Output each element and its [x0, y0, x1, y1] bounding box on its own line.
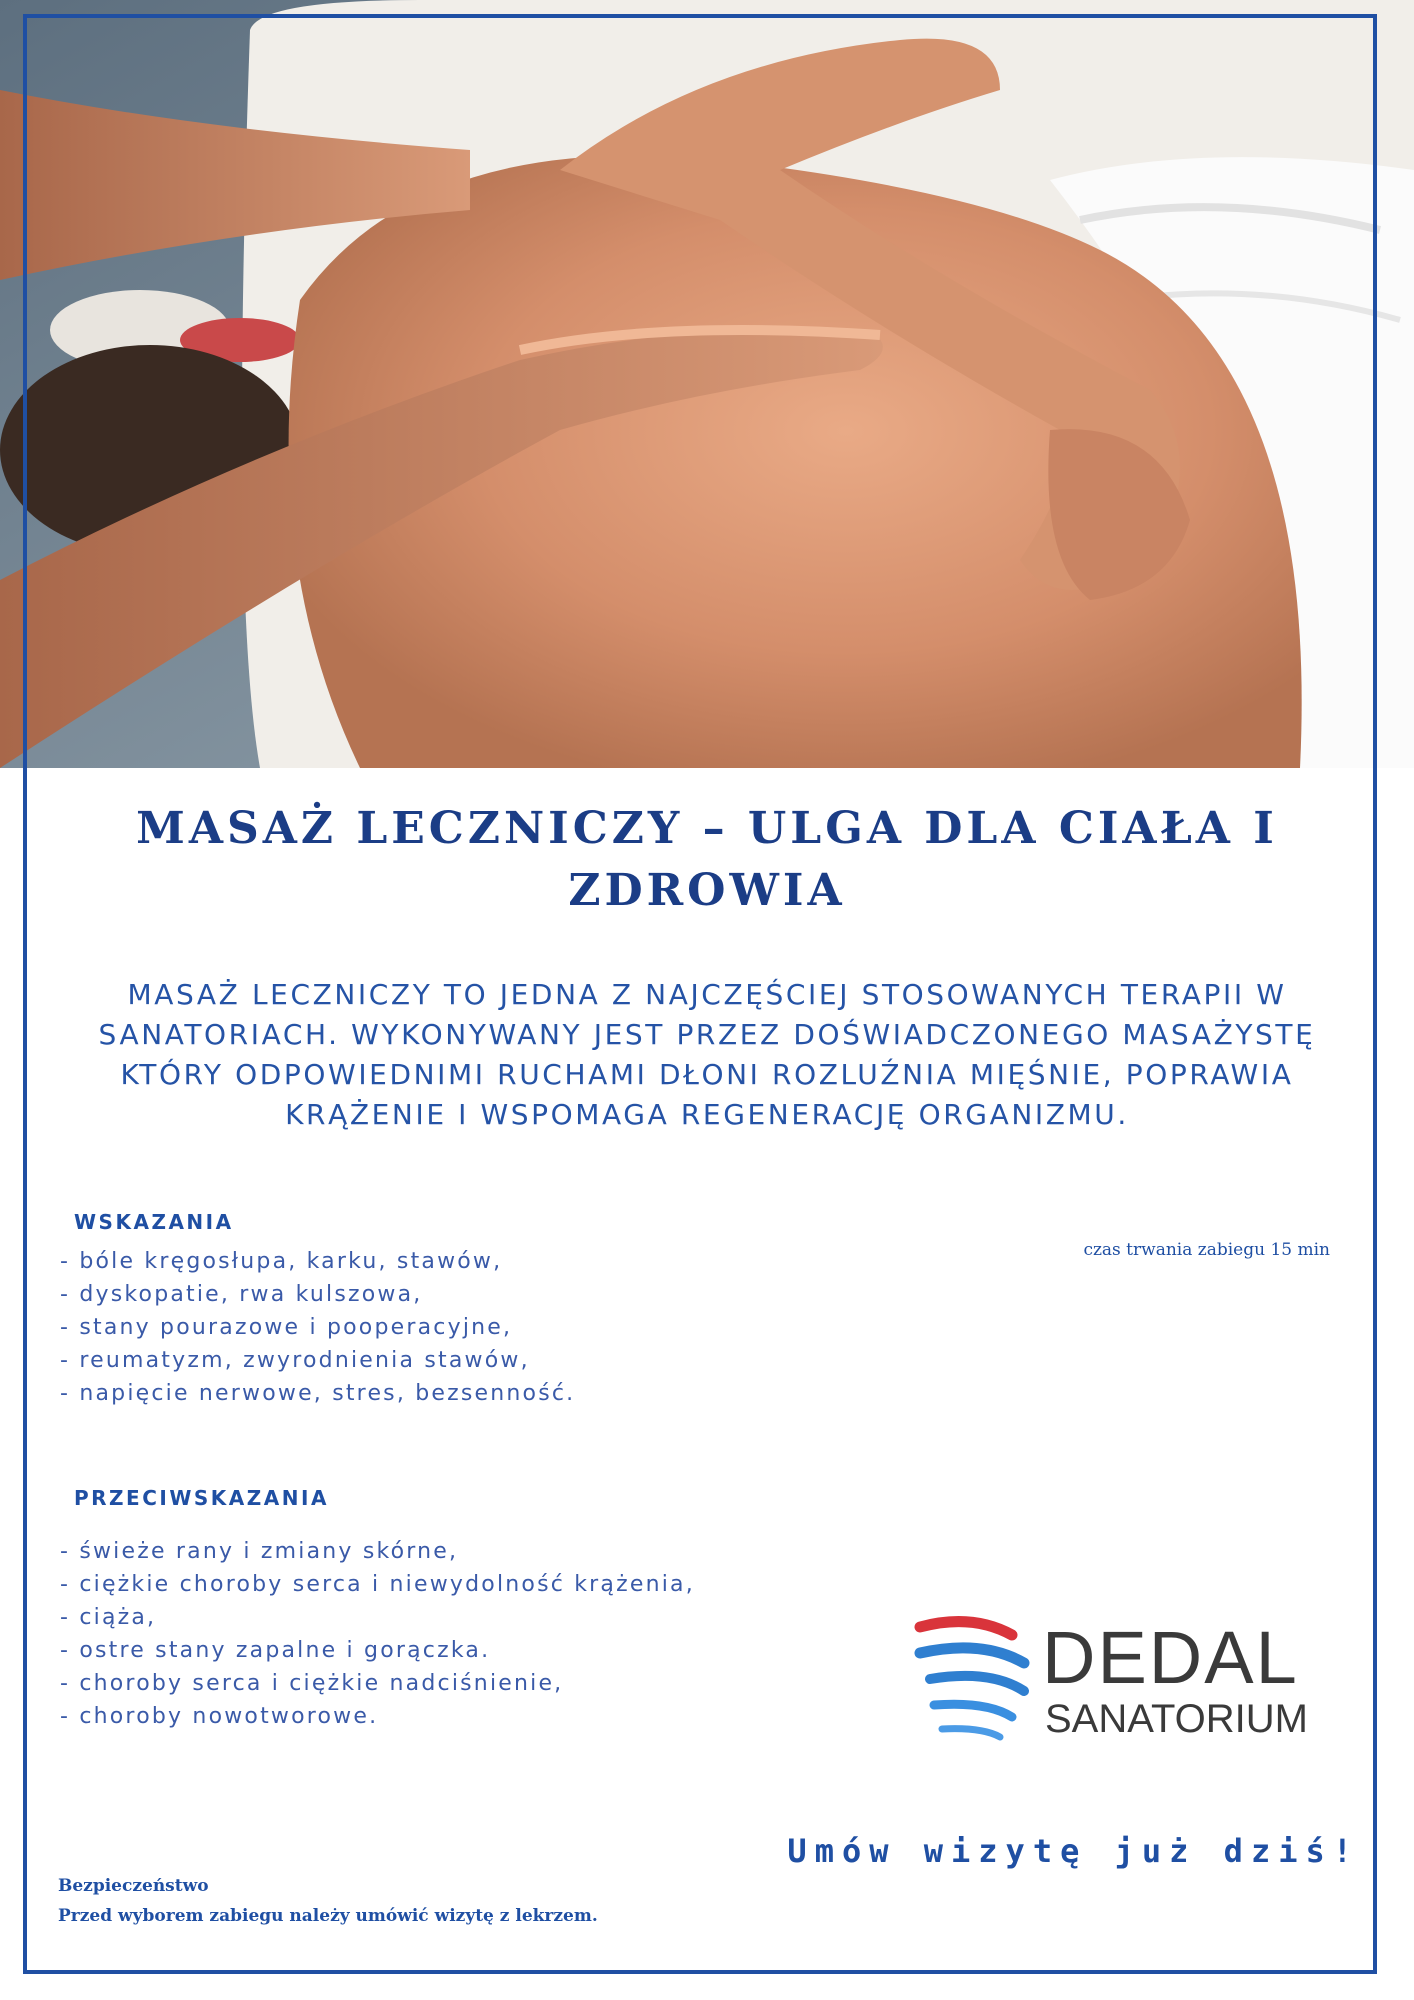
- list-item: - choroby nowotworowe.: [60, 1704, 379, 1729]
- logo-name: DEDAL: [1042, 1616, 1299, 1699]
- safety-heading: Bezpieczeństwo: [58, 1876, 209, 1896]
- list-item: - stany pourazowe i pooperacyjne,: [60, 1315, 513, 1340]
- cta-text: Umów wizytę już dziś!: [787, 1832, 1360, 1870]
- duration-note: czas trwania zabiegu 15 min: [1083, 1240, 1330, 1260]
- list-item: - choroby serca i ciężkie nadciśnienie,: [60, 1671, 564, 1696]
- contraindications-list: [60, 1535, 695, 1733]
- list-item: - napięcie nerwowe, stres, bezsenność.: [60, 1381, 576, 1406]
- indications-list: [60, 1245, 575, 1410]
- list-item: - reumatyzm, zwyrodnienia stawów,: [60, 1348, 530, 1373]
- list-item: - ciężkie choroby serca i niewydolność krążenia,: [60, 1572, 695, 1597]
- contraindications-heading: PRZECIWSKAZANIA: [74, 1486, 329, 1510]
- hero-photo: [0, 0, 1414, 768]
- list-item: - ciąża,: [60, 1605, 157, 1630]
- list-item: - świeże rany i zmiany skórne,: [60, 1539, 459, 1564]
- page-title: MASAŻ LECZNICZY – ULGA DLA CIAŁA I ZDROWIA: [136, 803, 1278, 916]
- safety-note: Przed wyborem zabiegu należy umówić wizytę z lekrzem.: [58, 1906, 598, 1926]
- logo-subtitle: SANATORIUM: [1045, 1697, 1308, 1741]
- dedal-logo: [912, 1605, 1352, 1745]
- intro-text: MASAŻ LECZNICZY TO JEDNA Z NAJCZĘŚCIEJ STOSOWANYCH TERAPII W SANATORIACH. WYKONYWANY JEST PRZEZ DOŚWIADCZONEGO MASAŻYSTĘ KTÓRY ODPOWIEDNIMI RUCHAMI DŁONI ROZLUŹNIA MIĘŚNIE, POPRAWIA KRĄŻENIE I WSPOMAGA REGENERACJĘ ORGANIZMU.: [98, 978, 1316, 1131]
- indications-heading: WSKAZANIA: [74, 1210, 234, 1234]
- list-item: - dyskopatie, rwa kulszowa,: [60, 1282, 423, 1307]
- list-item: - bóle kręgosłupa, karku, stawów,: [60, 1249, 503, 1274]
- wave-icon: [920, 1622, 1024, 1737]
- list-item: - ostre stany zapalne i gorączka.: [60, 1638, 491, 1663]
